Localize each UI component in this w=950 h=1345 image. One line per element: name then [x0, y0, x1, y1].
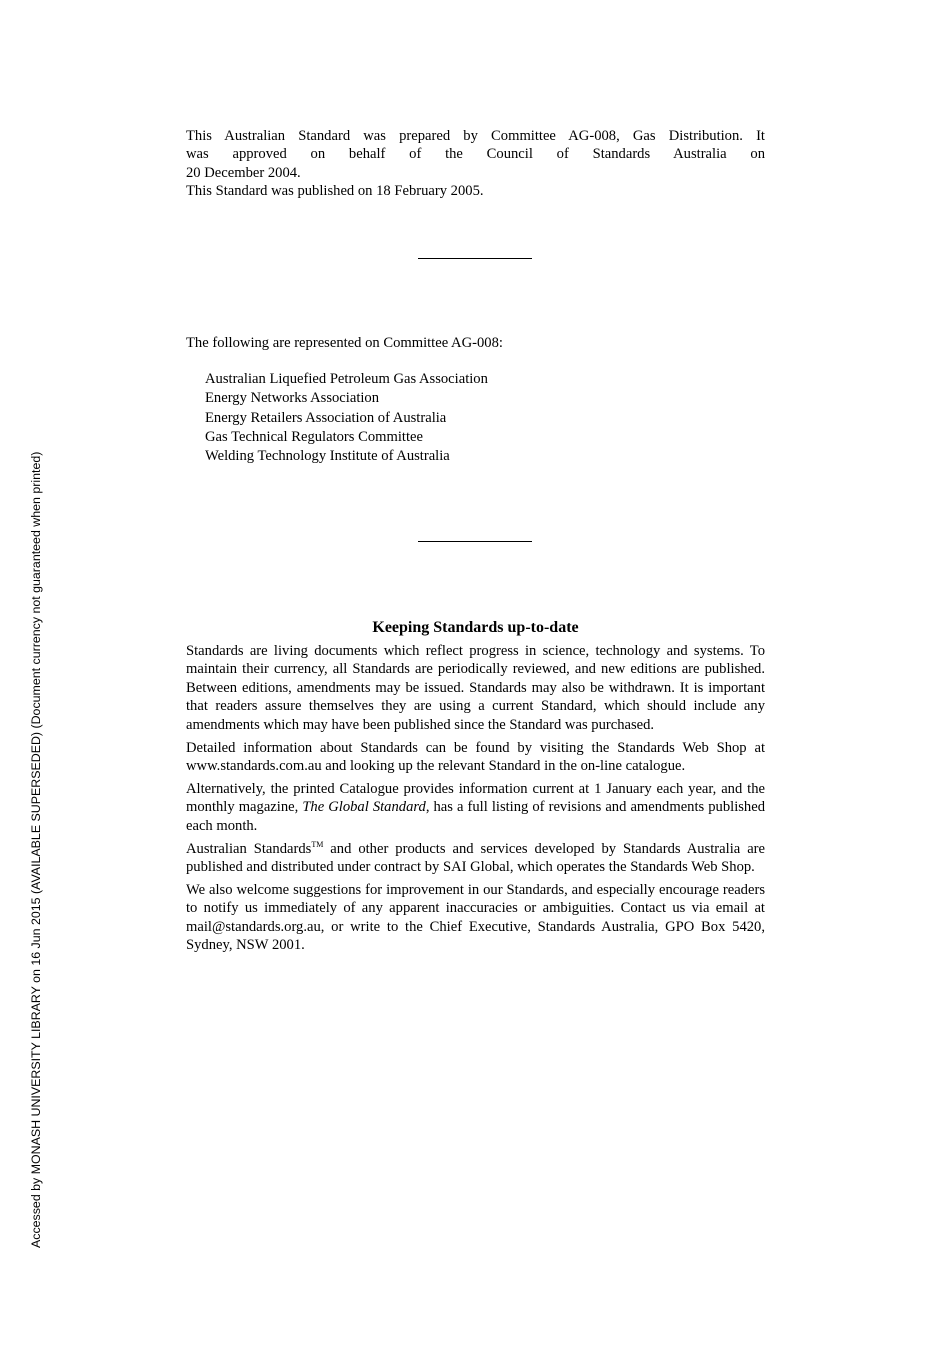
sai-text-end: and other products and services developed by Standards Australia are published and distributed under contract by SAI Global, which operates the Standards Web Shop.	[186, 840, 766, 875]
committee-member: Gas Technical Regulators Committee	[205, 428, 423, 445]
preparation-line-2: was approved on behalf of the Council of Standards Australia on	[186, 146, 765, 163]
divider-rule-1	[418, 258, 532, 259]
paragraph-living-documents: Standards are living documents which reflect progress in science, technology and systems. To maintain their currency, all Standards are periodically reviewed, and new editions are published. Between editions, amendments may be issued. Standards may also be withdrawn. It is important that readers assure themselves they are using a current Standard, which should include any amendments which may have been published since the Standard was purchased.	[186, 643, 765, 733]
catalogue-text-end: , has a full listing of revisions and amendments published each month.	[186, 799, 765, 834]
magazine-title: The Global Standard	[302, 799, 426, 816]
committee-members-list	[205, 370, 488, 466]
paragraph-sai-global	[186, 840, 765, 877]
preparation-statement	[186, 127, 765, 201]
paragraph-catalogue	[186, 780, 765, 835]
section-heading: Keeping Standards up-to-date	[372, 619, 579, 636]
keeping-standards-body	[186, 642, 765, 959]
committee-member: Welding Technology Institute of Australia	[205, 448, 450, 465]
preparation-line-1: This Australian Standard was prepared by Committee AG-008, Gas Distribution. It	[186, 128, 765, 144]
preparation-line-3: 20 December 2004.	[186, 164, 301, 181]
committee-member: Energy Networks Association	[205, 390, 380, 407]
committee-member: Energy Retailers Association of Australia	[205, 409, 447, 426]
sai-text-start: Australian Standards	[186, 840, 312, 857]
publication-date-line: This Standard was published on 18 February 2005.	[186, 183, 484, 200]
catalogue-text-start: Alternatively, the printed Catalogue provides information current at 1 January each year, and the monthly magazine,	[186, 780, 765, 816]
divider-rule-2	[418, 541, 532, 542]
trademark-mark: TM	[311, 839, 324, 849]
committee-intro: The following are represented on Committee AG-008:	[186, 335, 503, 351]
paragraph-suggestions: We also welcome suggestions for improvement in our Standards, and especially encourage readers to notify us immediately of any apparent inaccuracies or ambiguities. Contact us via email at mail@standards.org.au, or write to the Chief Executive, Standards Australia, GPO Box 5420, Sydney, NSW 2001.	[186, 881, 765, 954]
access-watermark-note: Accessed by MONASH UNIVERSITY LIBRARY on 16 Jun 2015 (AVAILABLE SUPERSEDED) (Document currency not guaranteed when printed)	[29, 451, 43, 1248]
paragraph-web-shop: Detailed information about Standards can be found by visiting the Standards Web Shop at www.standards.com.au and looking up the relevant Standard in the on-line catalogue.	[186, 739, 765, 774]
committee-member: Australian Liquefied Petroleum Gas Association	[205, 371, 488, 387]
